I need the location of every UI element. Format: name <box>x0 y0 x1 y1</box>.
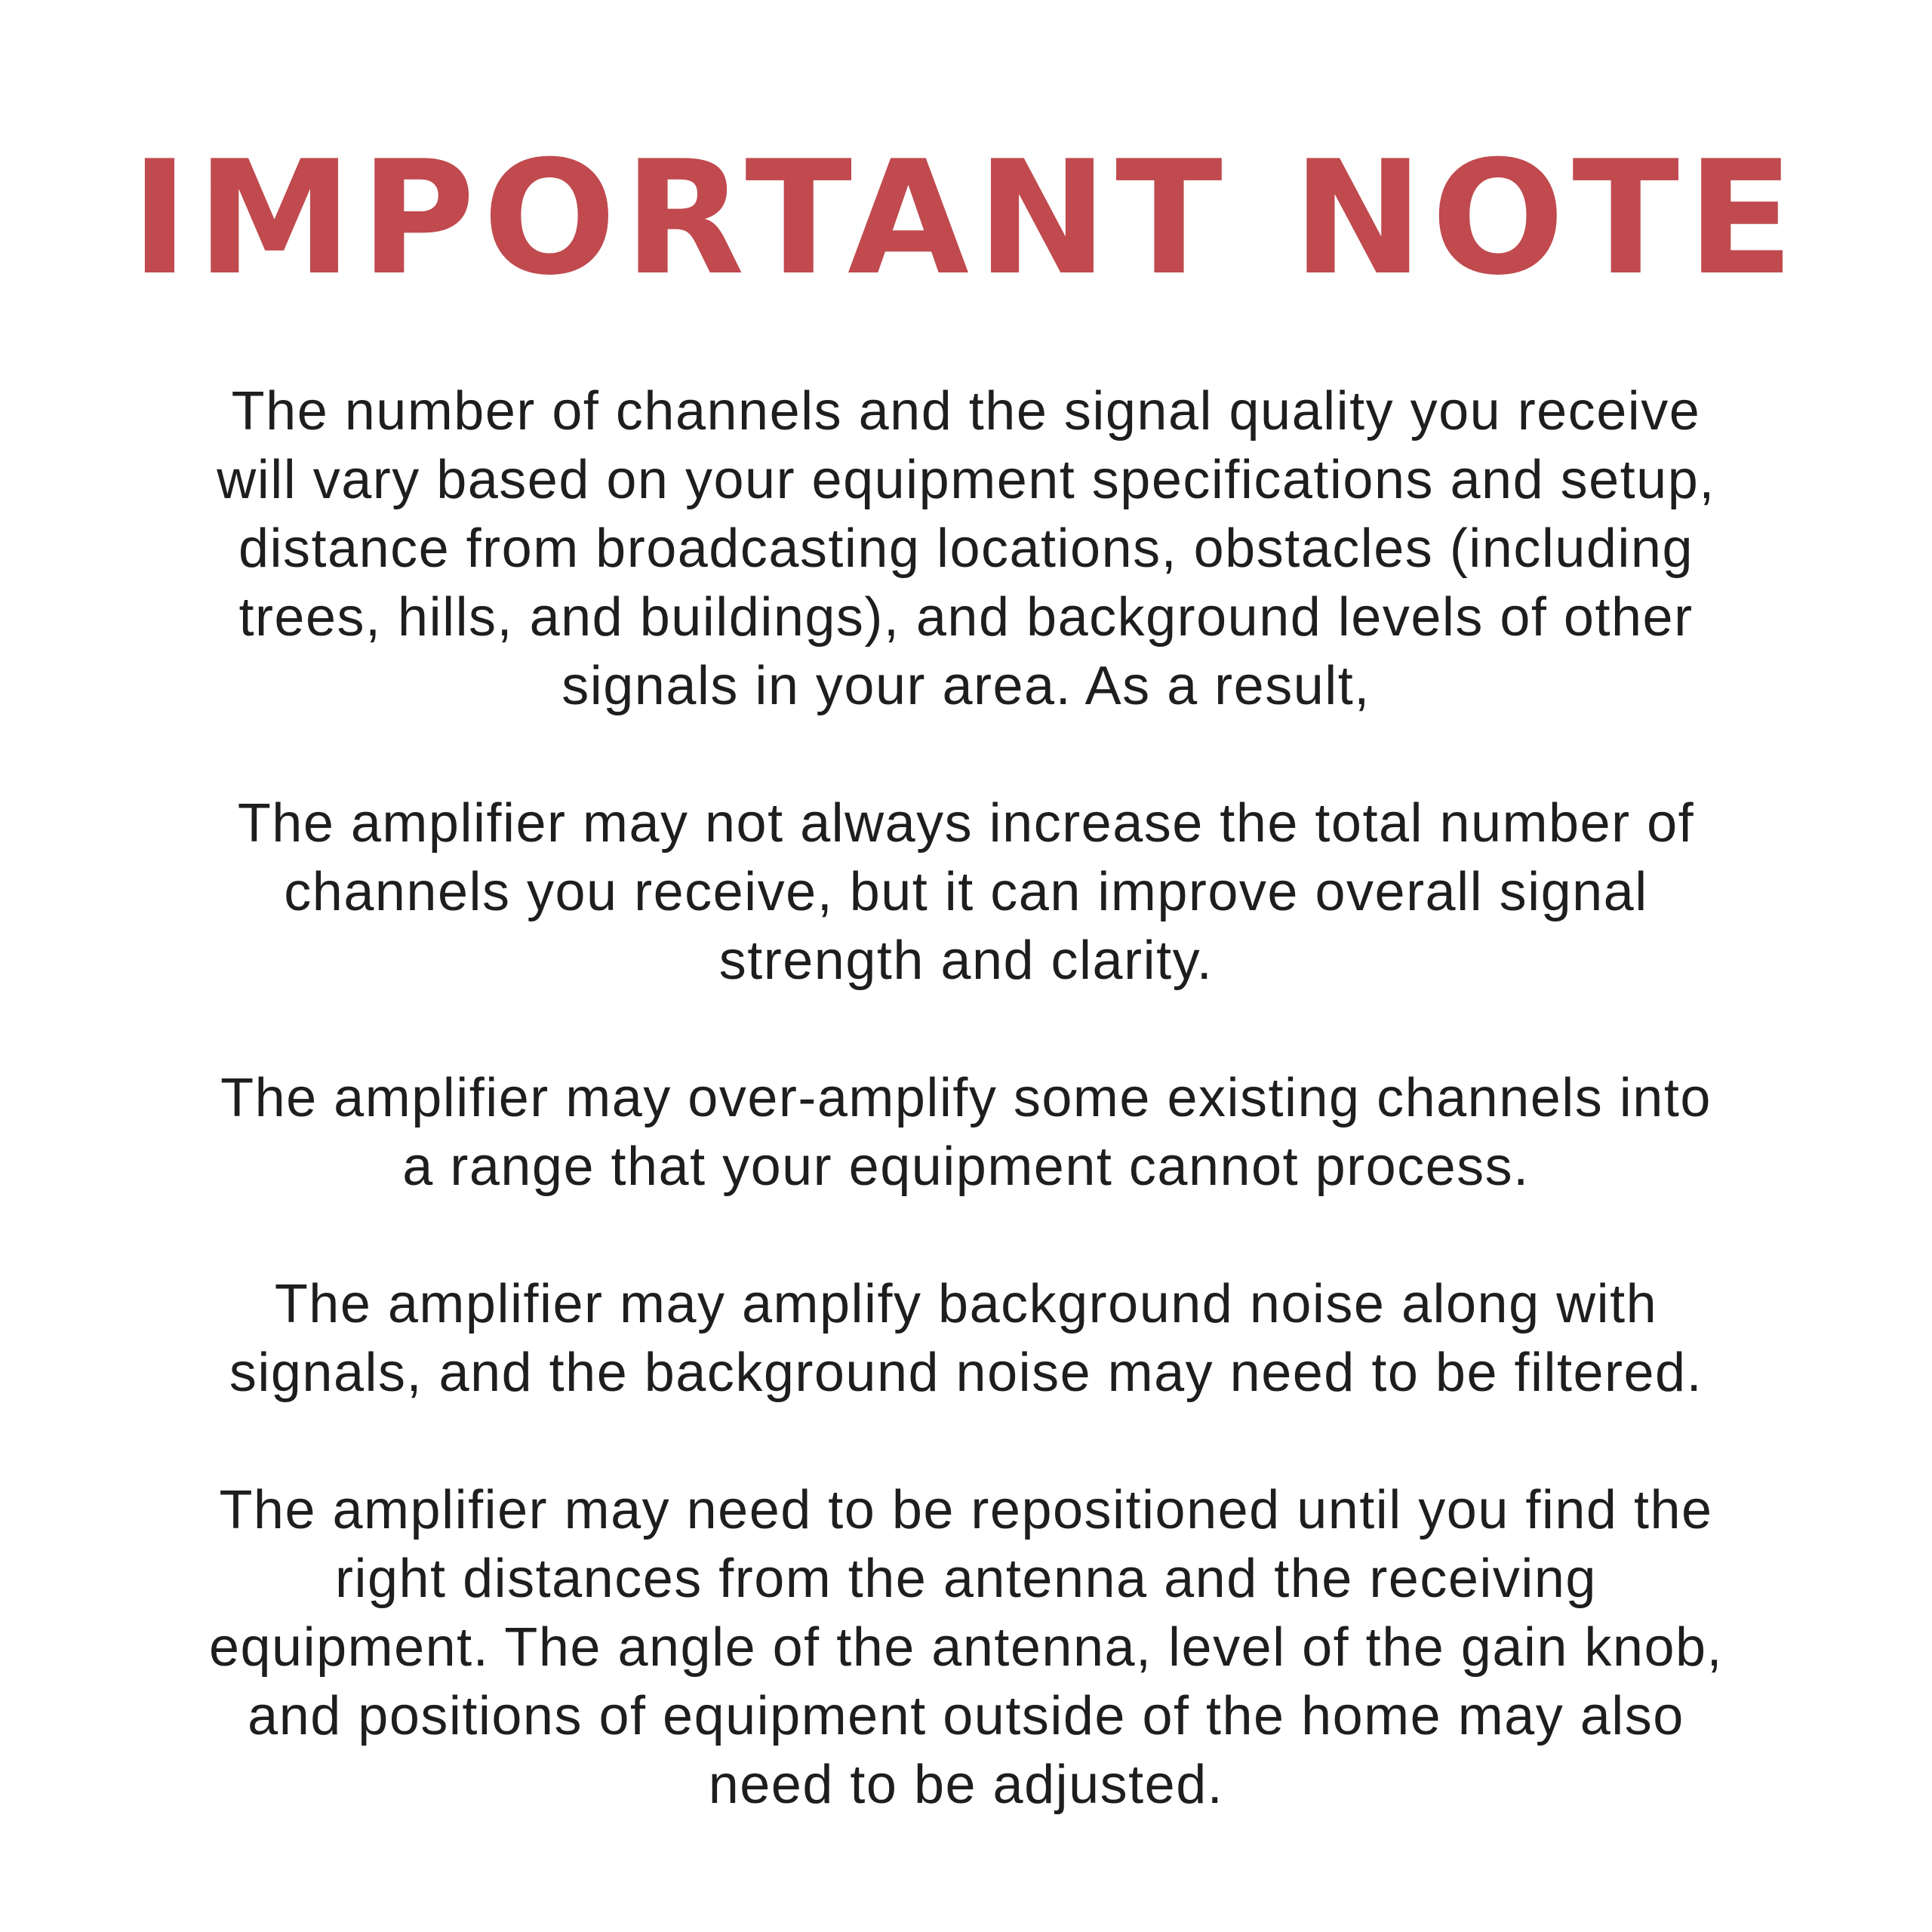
text-line: need to be adjusted. <box>708 1755 1224 1815</box>
note-body <box>91 377 1841 1820</box>
text-line: will vary based on your equipment specifications and setup, <box>217 450 1715 510</box>
paragraph-channel-count <box>91 789 1841 995</box>
text-line: channels you receive, but it can improve overall signal <box>284 862 1648 922</box>
text-line: a range that your equipment cannot process. <box>402 1137 1530 1197</box>
text-line: The amplifier may over-amplify some existing channels into <box>220 1068 1712 1128</box>
text-line: right distances from the antenna and the receiving <box>335 1549 1597 1609</box>
text-line: and positions of equipment outside of the home may also <box>248 1686 1684 1746</box>
text-line: The amplifier may need to be repositioned until you find the <box>219 1480 1713 1540</box>
text-line: strength and clarity. <box>718 931 1214 991</box>
text-line: trees, hills, and buildings), and background levels of other <box>238 587 1694 648</box>
paragraph-reception-factors <box>91 377 1841 721</box>
text-line: signals, and the background noise may need to be filtered. <box>229 1343 1703 1403</box>
text-line: distance from broadcasting locations, obstacles (including <box>238 518 1694 579</box>
paragraph-over-amplify <box>91 1064 1841 1201</box>
paragraph-background-noise <box>91 1270 1841 1407</box>
text-line: signals in your area. As a result, <box>561 656 1371 716</box>
page-title: IMPORTANT NOTE <box>130 128 1802 310</box>
text-line: The amplifier may not always increase the total number of <box>237 793 1695 854</box>
paragraph-repositioning <box>91 1476 1841 1820</box>
text-line: equipment. The angle of the antenna, level of the gain knob, <box>208 1617 1724 1678</box>
text-line: The number of channels and the signal quality you receive <box>231 381 1701 441</box>
text-line: The amplifier may amplify background noise along with <box>274 1274 1658 1334</box>
